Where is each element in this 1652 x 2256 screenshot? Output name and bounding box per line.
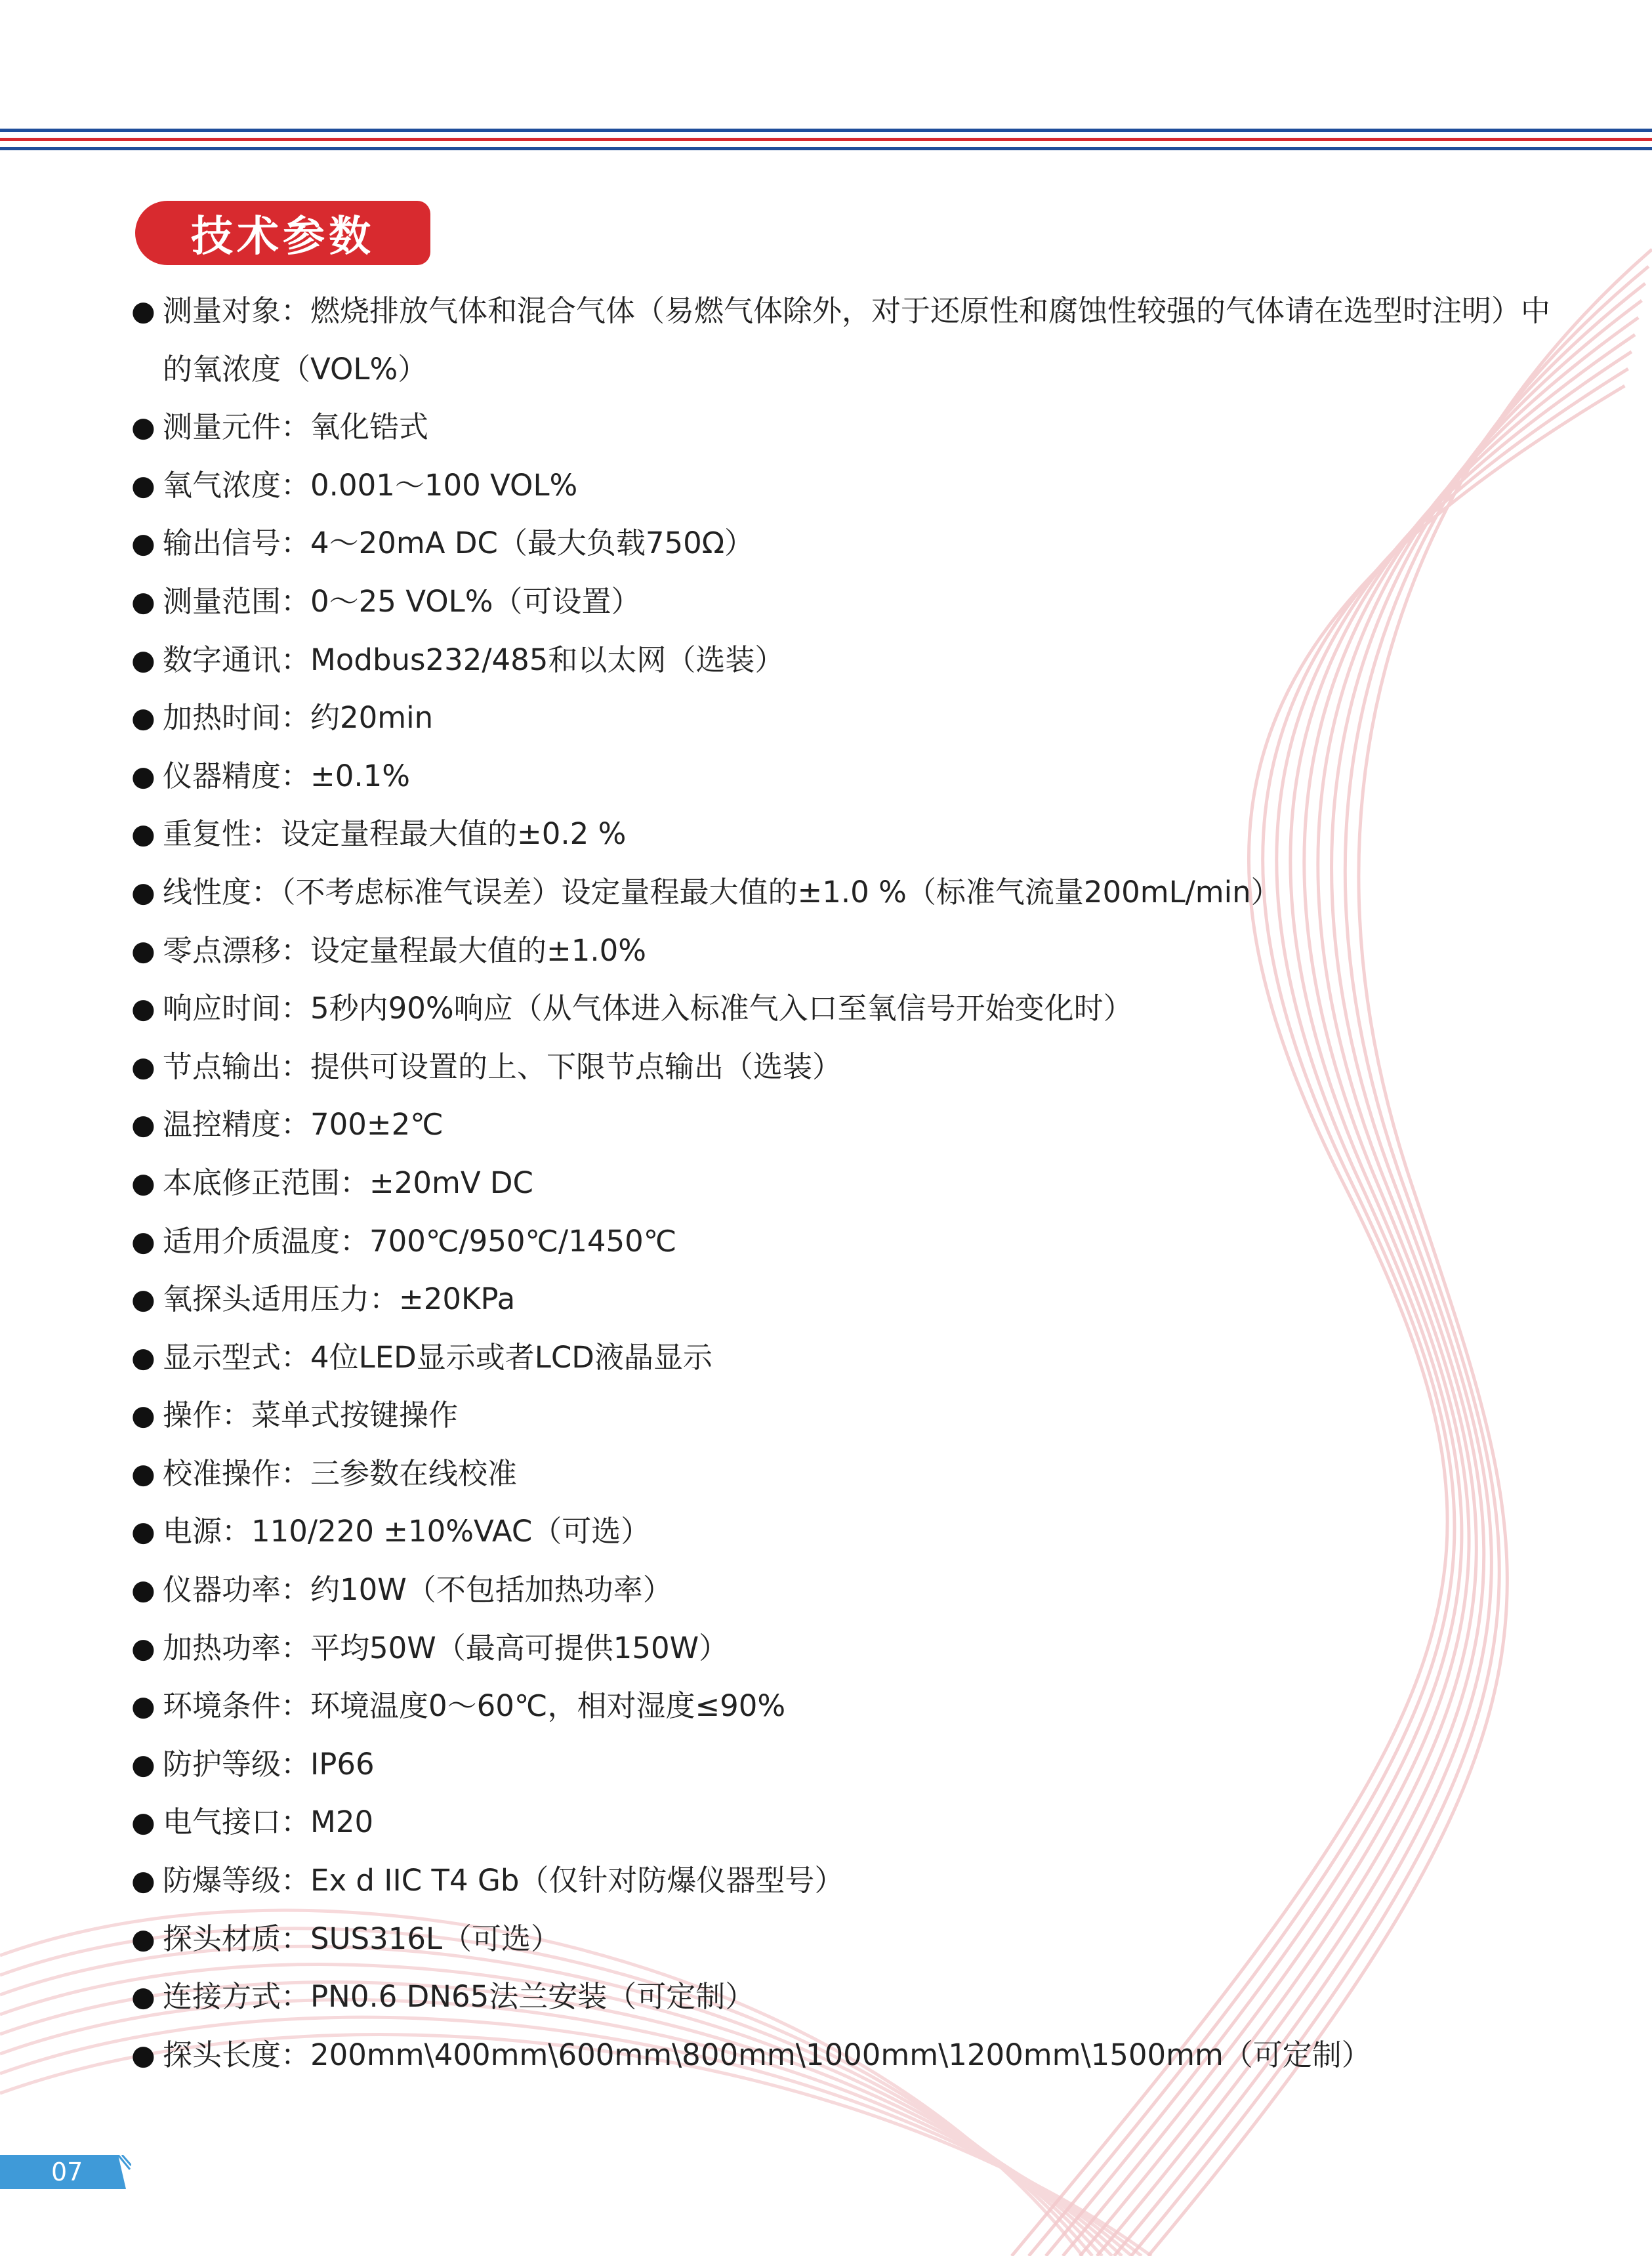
- spec-item: [129, 457, 1572, 515]
- spec-value: 设定量程最大值的±1.0%: [310, 932, 647, 968]
- spec-label: 防爆等级：: [163, 1863, 311, 1898]
- bullet-icon: ●: [131, 1166, 155, 1199]
- bullet-icon: ●: [131, 295, 155, 327]
- spec-label: 测量元件：: [163, 409, 311, 445]
- bullet-icon: ●: [131, 1574, 155, 1606]
- spec-item: [129, 922, 1572, 980]
- spec-value: 700±2℃: [310, 1107, 444, 1142]
- bullet-icon: ●: [131, 1050, 155, 1083]
- spec-label: 数字通讯：: [163, 642, 311, 677]
- spec-label: 响应时间：: [163, 991, 311, 1026]
- spec-value: 4位LED显示或者LCD液晶显示: [310, 1339, 712, 1375]
- spec-label: 环境条件：: [163, 1688, 311, 1724]
- spec-value: 110/220 ±10%VAC（可选）: [251, 1514, 651, 1549]
- spec-label: 适用介质温度：: [163, 1223, 370, 1259]
- bullet-icon: ●: [131, 1341, 155, 1373]
- spec-label: 探头材质：: [163, 1921, 311, 1956]
- spec-label: 输出信号：: [163, 526, 311, 561]
- spec-item: [129, 1677, 1572, 1736]
- bullet-icon: ●: [131, 759, 155, 792]
- spec-label: 温控精度：: [163, 1107, 311, 1142]
- bullet-icon: ●: [131, 934, 155, 967]
- spec-item: [129, 1561, 1572, 1619]
- spec-value: 200mm\400mm\600mm\800mm\1000mm\1200mm\1500mm（可定制）: [310, 2037, 1371, 2072]
- bullet-icon: ●: [131, 2038, 155, 2071]
- spec-label: 加热功率：: [163, 1630, 311, 1665]
- spec-item: [129, 1852, 1572, 1910]
- bullet-icon: ●: [131, 1747, 155, 1780]
- bullet-icon: ●: [131, 1457, 155, 1490]
- spec-value: 约20min: [310, 700, 434, 736]
- spec-value: ±20mV DC: [369, 1165, 533, 1200]
- spec-label: 探头长度：: [163, 2037, 311, 2072]
- bullet-icon: ●: [131, 1864, 155, 1897]
- spec-value: 700℃/950℃/1450℃: [369, 1223, 677, 1259]
- spec-value: 5秒内90%响应（从气体进入标准气入口至氧信号开始变化时）: [310, 991, 1133, 1026]
- bullet-icon: ●: [131, 1806, 155, 1839]
- bullet-icon: ●: [131, 411, 155, 444]
- spec-label: 电源：: [163, 1514, 252, 1549]
- spec-value: 4～20mA DC（最大负载750Ω）: [310, 526, 754, 561]
- spec-value: 约10W（不包括加热功率）: [310, 1572, 672, 1608]
- spec-value: 三参数在线校准: [310, 1455, 518, 1491]
- spec-value: SUS316L（可选）: [310, 1921, 561, 1956]
- spec-value: 0～25 VOL%（可设置）: [310, 583, 641, 619]
- spec-value: 设定量程最大值的±0.2 %: [281, 816, 627, 852]
- bullet-icon: ●: [131, 992, 155, 1025]
- spec-value: 平均50W（最高可提供150W）: [310, 1630, 729, 1665]
- spec-label: 显示型式：: [163, 1339, 311, 1375]
- spec-item: [129, 1968, 1572, 2026]
- spec-label: 零点漂移：: [163, 932, 311, 968]
- bullet-icon: ●: [131, 1515, 155, 1548]
- bullet-icon: ●: [131, 469, 155, 501]
- bullet-icon: ●: [131, 585, 155, 617]
- bullet-icon: ●: [131, 1399, 155, 1432]
- spec-label: 重复性：: [163, 816, 281, 852]
- spec-item: [129, 747, 1572, 806]
- spec-label: 仪器功率：: [163, 1572, 311, 1608]
- spec-item: [129, 1793, 1572, 1852]
- spec-label: 本底修正范围：: [163, 1165, 370, 1200]
- spec-value: 菜单式按键操作: [251, 1398, 459, 1433]
- spec-item: [129, 1619, 1572, 1678]
- spec-item: [129, 1038, 1572, 1097]
- spec-label: 氧气浓度：: [163, 467, 311, 503]
- spec-item: [129, 980, 1572, 1038]
- bullet-icon: ●: [131, 1980, 155, 2013]
- section-title: 技术参数: [135, 201, 430, 265]
- bullet-icon: ●: [131, 527, 155, 560]
- spec-value: 燃烧排放气体和混合气体（易燃气体除外，对于还原性和腐蚀性较强的气体请在选型时注明）中的氧浓度（VOL%）: [163, 293, 1551, 386]
- spec-item: [129, 573, 1572, 631]
- page-number-text: 07: [51, 2158, 83, 2186]
- bullet-icon: ●: [131, 1690, 155, 1723]
- spec-label: 氧探头适用压力：: [163, 1282, 400, 1317]
- spec-value: 0.001～100 VOL%: [310, 467, 578, 503]
- spec-value: 氧化锆式: [310, 409, 429, 445]
- spec-value: IP66: [310, 1746, 375, 1782]
- spec-item: [129, 514, 1572, 573]
- spec-item: [129, 282, 1573, 398]
- spec-item: [129, 805, 1572, 864]
- spec-value: ±0.1%: [310, 758, 411, 793]
- spec-label: 测量范围：: [163, 583, 311, 619]
- bullet-icon: ●: [131, 818, 155, 850]
- bullet-icon: ●: [131, 875, 155, 908]
- spec-value: M20: [310, 1805, 374, 1840]
- bullet-icon: ●: [131, 1224, 155, 1257]
- bullet-icon: ●: [131, 643, 155, 676]
- spec-label: 线性度：: [163, 874, 281, 909]
- spec-item: [129, 1736, 1572, 1794]
- spec-item: [129, 689, 1572, 747]
- bullet-icon: ●: [131, 1922, 155, 1955]
- page-number: [0, 2155, 126, 2189]
- spec-label: 测量对象：: [163, 293, 311, 328]
- spec-item: [129, 864, 1572, 922]
- spec-item: [129, 1270, 1572, 1329]
- spec-label: 节点输出：: [163, 1049, 311, 1084]
- spec-value: Modbus232/485和以太网（选装）: [310, 642, 785, 677]
- spec-label: 防护等级：: [163, 1746, 311, 1782]
- spec-label: 操作：: [163, 1398, 252, 1433]
- spec-item: [129, 1503, 1572, 1561]
- spec-item: [129, 2026, 1572, 2085]
- bullet-icon: ●: [131, 1108, 155, 1141]
- spec-value: （不考虑标准气误差）设定量程最大值的±1.0 %（标准气流量200mL/min）: [281, 874, 1281, 909]
- spec-label: 加热时间：: [163, 700, 311, 736]
- spec-value: Ex d IIC T4 Gb（仅针对防爆仪器型号）: [310, 1863, 844, 1898]
- spec-label: 电气接口：: [163, 1805, 311, 1840]
- spec-item: [129, 1445, 1572, 1503]
- bullet-icon: ●: [131, 1283, 155, 1316]
- spec-list: [129, 282, 1572, 2084]
- spec-item: [129, 1910, 1572, 1969]
- spec-value: 提供可设置的上、下限节点输出（选装）: [310, 1049, 842, 1084]
- spec-item: [129, 1387, 1572, 1445]
- bullet-icon: ●: [131, 701, 155, 734]
- spec-value: 环境温度0～60℃，相对湿度≤90%: [310, 1688, 786, 1724]
- spec-label: 仪器精度：: [163, 758, 311, 793]
- spec-item: [129, 1096, 1572, 1154]
- spec-value: PN0.6 DN65法兰安装（可定制）: [310, 1979, 755, 2015]
- spec-item: [129, 1213, 1572, 1271]
- spec-item: [129, 1329, 1572, 1387]
- spec-value: ±20KPa: [399, 1282, 516, 1317]
- spec-item: [129, 1154, 1572, 1213]
- spec-item: [129, 631, 1572, 690]
- spec-label: 连接方式：: [163, 1979, 311, 2015]
- spec-item: [129, 398, 1572, 457]
- bullet-icon: ●: [131, 1631, 155, 1664]
- spec-label: 校准操作：: [163, 1455, 311, 1491]
